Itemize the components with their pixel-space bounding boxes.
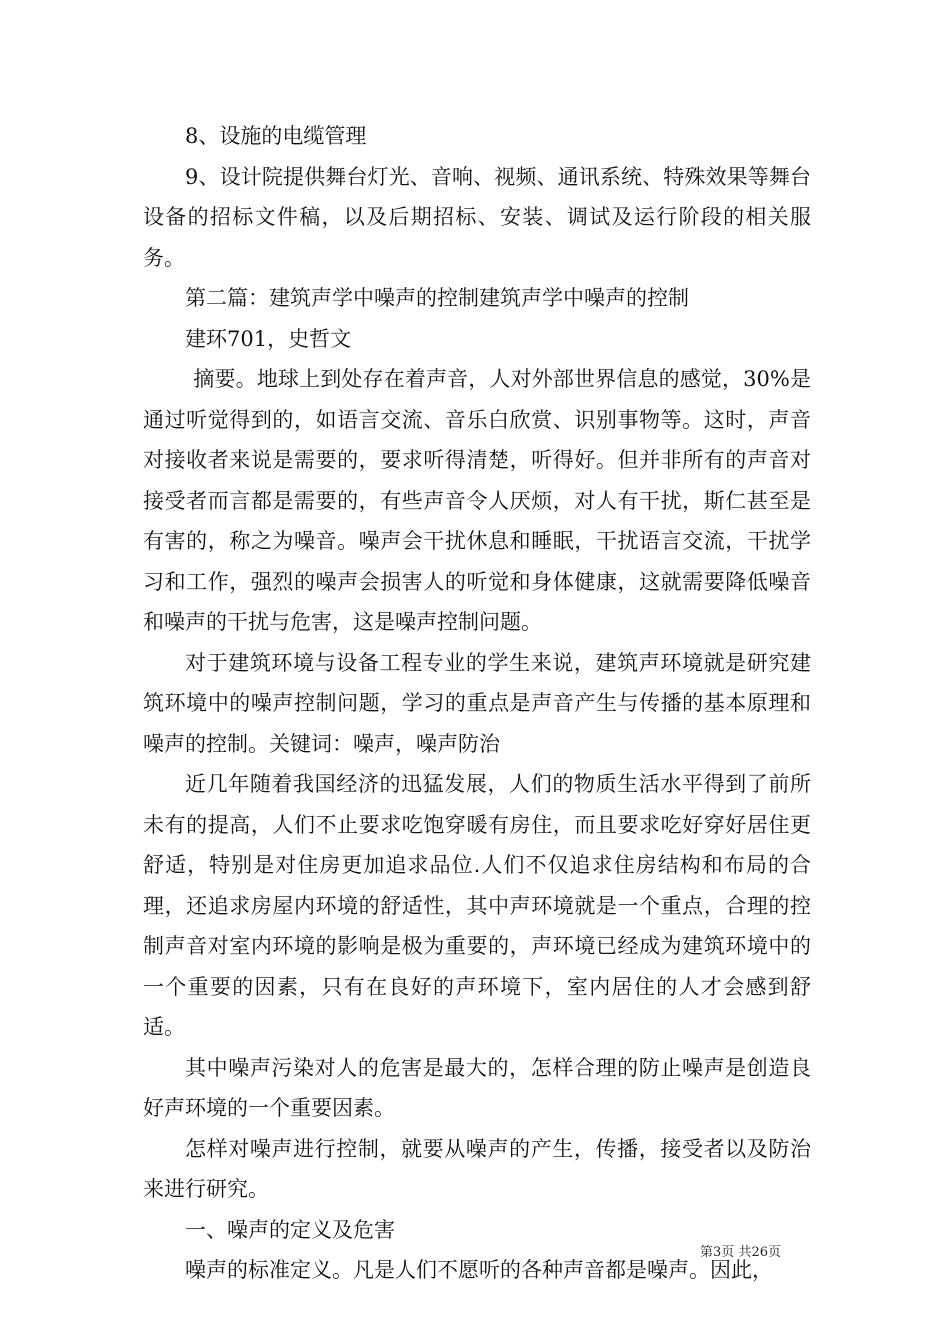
paragraph-background: 近几年随着我国经济的迅猛发展，人们的物质生活水平得到了前所未有的提高，人们不止要求吃饱穿暖有房住，而且要求吃好穿好居住更舒适，特别是对住房更加追求品位.人们不仅追求住房结构和布局的合理，还追求房屋内环境的舒适性，其中声环境就是一个重点，合理的控制声音对室内环境的影响是极为重要的，声环境已经成为建筑环境中的一个重要的因素，只有在良好的声环境下，室内居住的人才会感到舒适。	[143, 772, 811, 1039]
paragraph-keywords: 对于建筑环境与设备工程专业的学生来说，建筑声环境就是研究建筑环境中的噪声控制问题，学习的重点是声音产生与传播的基本原理和噪声的控制。关键词：噪声，噪声防治	[143, 650, 811, 756]
footer-suffix: 页	[767, 1245, 781, 1260]
paragraph-design-institute: 9、设计院提供舞台灯光、音响、视频、通讯系统、特殊效果等舞台设备的招标文件稿，以及后期招标、安装、调试及运行阶段的相关服务。	[143, 164, 811, 270]
paragraph-definition: 噪声的标准定义。凡是人们不愿听的各种声音都是噪声。因此，	[185, 1258, 773, 1282]
body-text	[143, 116, 811, 1291]
paragraph-facility-cable: 8、设施的电缆管理	[185, 124, 367, 148]
page-footer	[700, 1245, 781, 1261]
paragraph-noise-control: 怎样对噪声进行控制，就要从噪声的产生，传播，接受者以及防治来进行研究。	[143, 1136, 811, 1201]
footer-total-pages: 26	[751, 1245, 768, 1260]
paragraph-chapter-title: 第二篇：建筑声学中噪声的控制建筑声学中噪声的控制	[185, 286, 689, 310]
paragraph-noise-pollution: 其中噪声污染对人的危害是最大的，怎样合理的防止噪声是创造良好声环境的一个重要因素。	[143, 1055, 811, 1120]
paragraph-author: 建环701，史哲文	[185, 326, 352, 351]
paragraph-abstract: 摘要。地球上到处存在着声音，人对外部世界信息的感觉，30%是通过听觉得到的，如语言交流、音乐白欣赏、识别事物等。这时，声音对接收者来说是需要的，要求听得清楚，听得好。但并非所有的声音对接受者而言都是需要的，有些声音令人厌烦，对人有干扰，斯仁甚至是有害的，称之为噪音。噪声会干扰休息和睡眠，干扰语言交流，干扰学习和工作，强烈的噪声会损害人的听觉和身体健康，这就需要降低噪音和噪声的干扰与危害，这是噪声控制问题。	[143, 367, 811, 634]
footer-page-number: 3	[713, 1245, 722, 1260]
section-heading-definition: 一、噪声的定义及危害	[185, 1217, 395, 1242]
footer-middle: 页 共	[721, 1245, 752, 1260]
footer-prefix: 第	[700, 1245, 714, 1260]
